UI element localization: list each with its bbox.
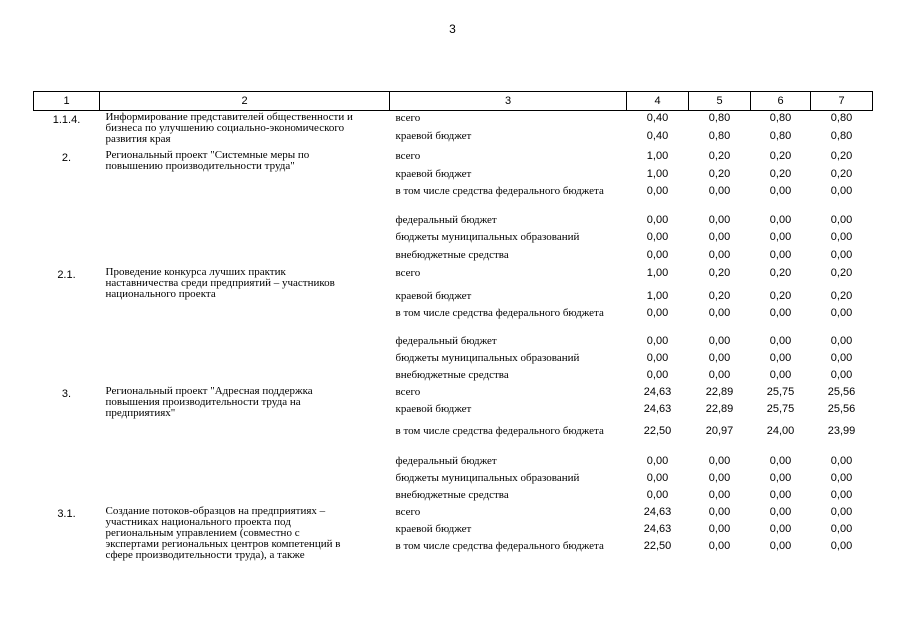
activity-name: [100, 230, 390, 248]
row-number: 2.1.: [57, 268, 76, 281]
row-number: [34, 402, 100, 424]
value-cell: 0,00: [646, 454, 669, 467]
value-cell: 0,20: [708, 167, 731, 180]
value-cell: 0,20: [830, 167, 853, 180]
row-number: [34, 488, 100, 505]
table-row: [34, 111, 873, 129]
value-cell: 0,00: [708, 230, 731, 243]
value-cell: 0,00: [769, 488, 792, 501]
activity-name: Создание потоков-образцов на предприятиях – участниках национального проекта под региональным управлением (совместно с экспертами региональных центров компетенций в сфере производительности труда), а также: [105, 504, 341, 561]
table-row: [34, 184, 873, 213]
value-cell: 0,20: [708, 289, 731, 302]
value-cell: 0,00: [769, 505, 792, 518]
funding-source: всего: [395, 505, 421, 518]
value-cell: 0,00: [830, 488, 853, 501]
value-cell: 0,80: [830, 112, 853, 124]
value-cell: 0,00: [708, 471, 731, 484]
value-cell: 0,00: [646, 184, 669, 197]
value-cell: 0,80: [769, 112, 792, 124]
activity-name: [100, 351, 390, 368]
value-cell: 0,00: [646, 230, 669, 243]
funding-source: краевой бюджет: [395, 129, 472, 142]
value-cell: 0,00: [708, 368, 731, 381]
row-number: [34, 184, 100, 213]
table-body: [34, 111, 873, 569]
value-cell: 0,20: [769, 289, 792, 302]
value-cell: 0,20: [708, 149, 731, 162]
value-cell: 0,20: [830, 266, 853, 279]
row-number: [34, 230, 100, 248]
column-header: 5: [689, 92, 751, 111]
value-cell: 0,80: [830, 129, 853, 142]
funding-source: внебюджетные средства: [395, 368, 509, 381]
column-header: 3: [390, 92, 627, 111]
row-number: [34, 522, 100, 539]
column-header: 1: [34, 92, 100, 111]
row-number: [34, 334, 100, 351]
value-cell: 24,63: [643, 385, 672, 398]
value-cell: 0,00: [708, 505, 731, 518]
value-cell: 0,00: [769, 351, 792, 364]
activity-name: Региональный проект "Системные меры по повышению производительности труда": [105, 148, 310, 172]
header-row: [34, 92, 873, 111]
table-row: [34, 149, 873, 167]
value-cell: 0,00: [830, 306, 853, 319]
table-row: [34, 454, 873, 471]
value-cell: 0,00: [708, 248, 731, 261]
value-cell: 0,00: [646, 351, 669, 364]
row-number: [34, 351, 100, 368]
table-row: [34, 248, 873, 266]
value-cell: 0,00: [646, 306, 669, 319]
value-cell: 0,00: [708, 454, 731, 467]
value-cell: 22,50: [643, 539, 672, 552]
value-cell: 0,00: [769, 306, 792, 319]
value-cell: 0,20: [769, 149, 792, 162]
value-cell: 0,20: [769, 266, 792, 279]
page-number: 3: [449, 22, 456, 36]
value-cell: 24,00: [766, 424, 795, 437]
funding-source: краевой бюджет: [395, 522, 472, 535]
funding-source: краевой бюджет: [395, 402, 472, 415]
activity-name: [100, 424, 390, 454]
value-cell: 0,00: [769, 184, 792, 197]
row-number: [34, 454, 100, 471]
value-cell: 0,80: [708, 112, 731, 124]
value-cell: 0,80: [708, 129, 731, 142]
row-number: [34, 539, 100, 569]
value-cell: 25,56: [827, 385, 856, 398]
row-number: [34, 289, 100, 306]
row-number: [34, 306, 100, 334]
value-cell: 0,00: [708, 334, 731, 347]
value-cell: 0,40: [646, 129, 669, 142]
value-cell: 0,20: [830, 149, 853, 162]
funding-source: бюджеты муниципальных образований: [395, 351, 580, 364]
funding-source: федеральный бюджет: [395, 334, 497, 347]
value-cell: 25,56: [827, 402, 856, 415]
value-cell: 0,00: [830, 213, 853, 226]
funding-source: всего: [395, 149, 421, 162]
funding-source: всего: [395, 385, 421, 398]
activity-name: [100, 471, 390, 488]
table-row: [34, 213, 873, 230]
value-cell: 20,97: [705, 424, 734, 437]
column-header: 4: [627, 92, 689, 111]
value-cell: 0,00: [646, 471, 669, 484]
funding-source: федеральный бюджет: [395, 213, 497, 226]
value-cell: 25,75: [766, 402, 795, 415]
value-cell: 0,00: [708, 184, 731, 197]
value-cell: 0,00: [769, 213, 792, 226]
funding-source: краевой бюджет: [395, 289, 472, 302]
table-row: [34, 505, 873, 522]
funding-source: всего: [395, 266, 421, 279]
value-cell: 0,00: [708, 539, 731, 552]
column-header: 7: [811, 92, 873, 111]
value-cell: 0,00: [830, 522, 853, 535]
value-cell: 24,63: [643, 505, 672, 518]
value-cell: 1,00: [646, 167, 669, 180]
row-number: [34, 167, 100, 184]
value-cell: 0,00: [830, 248, 853, 261]
table-row: [34, 488, 873, 505]
row-number: 2.: [61, 151, 72, 164]
activity-name: [100, 454, 390, 471]
value-cell: 0,00: [830, 184, 853, 197]
activity-name: Региональный проект "Адресная поддержка повышения производительности труда на предприятиях": [105, 384, 313, 419]
value-cell: 0,00: [830, 230, 853, 243]
value-cell: 23,99: [827, 424, 856, 437]
value-cell: 1,00: [646, 266, 669, 279]
value-cell: 0,00: [769, 230, 792, 243]
funding-source: краевой бюджет: [395, 167, 472, 180]
funding-source: внебюджетные средства: [395, 488, 509, 501]
activity-name: [100, 368, 390, 385]
value-cell: 0,20: [830, 289, 853, 302]
table-row: [34, 334, 873, 351]
activity-name: [100, 334, 390, 351]
funding-source: бюджеты муниципальных образований: [395, 230, 580, 243]
row-number: 1.1.4.: [52, 114, 81, 126]
value-cell: 0,80: [769, 129, 792, 142]
value-cell: 0,00: [708, 213, 731, 226]
table-row: [34, 471, 873, 488]
column-header: 2: [100, 92, 390, 111]
value-cell: 0,00: [769, 539, 792, 552]
value-cell: 0,00: [646, 248, 669, 261]
value-cell: 0,00: [830, 471, 853, 484]
value-cell: 25,75: [766, 385, 795, 398]
row-number: [34, 248, 100, 266]
row-number: [34, 368, 100, 385]
funding-source: всего: [395, 112, 421, 124]
value-cell: 0,00: [708, 306, 731, 319]
value-cell: 22,50: [643, 424, 672, 437]
row-number: [34, 213, 100, 230]
value-cell: 0,00: [769, 454, 792, 467]
value-cell: 24,63: [643, 522, 672, 535]
table-row: [34, 368, 873, 385]
value-cell: 0,00: [708, 522, 731, 535]
table-row: [34, 266, 873, 289]
funding-source: в том числе средства федерального бюджета: [395, 306, 604, 319]
value-cell: 0,20: [708, 266, 731, 279]
value-cell: 0,00: [646, 488, 669, 501]
value-cell: 22,89: [705, 402, 734, 415]
value-cell: 0,00: [830, 351, 853, 364]
activity-name: [100, 306, 390, 334]
activity-name: Информирование представителей общественности и бизнеса по улучшению социально-экономического развития края: [105, 111, 353, 145]
column-header: 6: [751, 92, 811, 111]
row-number: [34, 424, 100, 454]
value-cell: 0,20: [769, 167, 792, 180]
table-row: [34, 385, 873, 402]
value-cell: 0,40: [646, 112, 669, 124]
value-cell: 0,00: [708, 351, 731, 364]
value-cell: 24,63: [643, 402, 672, 415]
budget-table: [33, 91, 873, 569]
table-row: [34, 306, 873, 334]
value-cell: 0,00: [830, 368, 853, 381]
funding-source: внебюджетные средства: [395, 248, 509, 261]
value-cell: 0,00: [708, 488, 731, 501]
value-cell: 0,00: [830, 454, 853, 467]
value-cell: 0,00: [769, 368, 792, 381]
funding-source: в том числе средства федерального бюджета: [395, 184, 604, 197]
funding-source: бюджеты муниципальных образований: [395, 471, 580, 484]
value-cell: 22,89: [705, 385, 734, 398]
funding-source: в том числе средства федерального бюджета: [395, 424, 604, 437]
row-number: 3.1.: [57, 507, 76, 520]
activity-name: Проведение конкурса лучших практик наставничества среди предприятий – участников национального проекта: [105, 265, 335, 300]
value-cell: 0,00: [769, 248, 792, 261]
table-row: [34, 424, 873, 454]
row-number: [34, 471, 100, 488]
funding-source: федеральный бюджет: [395, 454, 497, 467]
value-cell: 0,00: [769, 334, 792, 347]
row-number: 3.: [61, 387, 72, 400]
table-row: [34, 230, 873, 248]
value-cell: 0,00: [646, 213, 669, 226]
row-number: [34, 129, 100, 149]
value-cell: 0,00: [830, 539, 853, 552]
value-cell: 0,00: [646, 334, 669, 347]
activity-name: [100, 213, 390, 230]
activity-name: [100, 184, 390, 213]
funding-source: в том числе средства федерального бюджета: [395, 539, 604, 552]
value-cell: 0,00: [769, 522, 792, 535]
activity-name: [100, 248, 390, 266]
value-cell: 0,00: [769, 471, 792, 484]
value-cell: 1,00: [646, 149, 669, 162]
value-cell: 1,00: [646, 289, 669, 302]
table-row: [34, 351, 873, 368]
value-cell: 0,00: [830, 334, 853, 347]
activity-name: [100, 488, 390, 505]
value-cell: 0,00: [646, 368, 669, 381]
value-cell: 0,00: [830, 505, 853, 518]
